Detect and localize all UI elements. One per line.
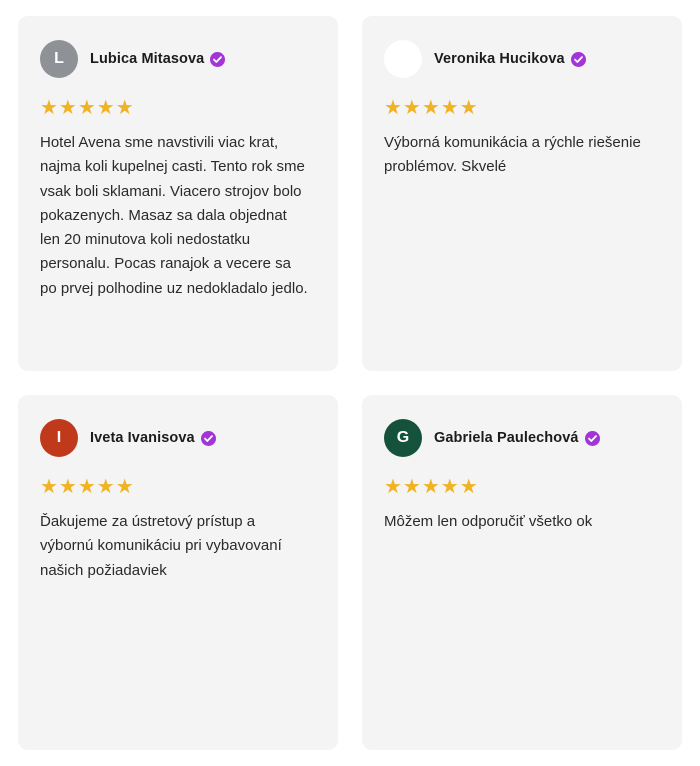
verified-check-icon xyxy=(571,52,586,67)
review-header xyxy=(384,419,660,457)
reviewer-identity xyxy=(434,430,600,446)
star-rating: ★★★★★ xyxy=(40,476,135,498)
verified-check-icon xyxy=(201,431,216,446)
avatar: I xyxy=(40,419,78,457)
reviewer-identity xyxy=(90,430,216,446)
reviewer-identity xyxy=(434,51,586,67)
verified-check-icon xyxy=(210,52,225,67)
star-rating: ★★★★★ xyxy=(384,476,479,498)
reviewer-name: Lubica Mitasova xyxy=(90,51,205,67)
review-card xyxy=(18,16,338,371)
verified-check-icon xyxy=(585,431,600,446)
review-header xyxy=(40,419,316,457)
review-text: Výborná komunikácia a rýchle riešenie problémov. Skvelé xyxy=(384,134,641,176)
reviewer-name: Gabriela Paulechová xyxy=(434,430,579,446)
review-card xyxy=(18,395,338,750)
review-text: Hotel Avena sme navstivili viac krat, najma koli kupelnej casti. Tento rok sme vsak boli sklamani. Viacero strojov bolo pokazenych. Masaz sa dala objednat len 20 minutova koli nedostatku personalu. Pocas ranajok a vecere sa po prvej polhodine uz nedokladalo jedlo. xyxy=(40,134,308,297)
reviewer-identity xyxy=(90,51,225,67)
reviewer-name: Iveta Ivanisova xyxy=(90,430,195,446)
review-card xyxy=(362,395,682,750)
avatar xyxy=(384,40,422,78)
star-rating: ★★★★★ xyxy=(384,97,479,119)
avatar: G xyxy=(384,419,422,457)
star-rating: ★★★★★ xyxy=(40,97,135,119)
avatar: L xyxy=(40,40,78,78)
review-header xyxy=(384,40,660,78)
review-card xyxy=(362,16,682,371)
review-text: Môžem len odporučiť všetko ok xyxy=(384,513,593,530)
reviewer-name: Veronika Hucikova xyxy=(434,51,565,67)
review-text: Ďakujeme za ústretový prístup a výbornú komunikáciu pri vybavovaní našich požiadaviek xyxy=(40,513,282,579)
review-header xyxy=(40,40,316,78)
